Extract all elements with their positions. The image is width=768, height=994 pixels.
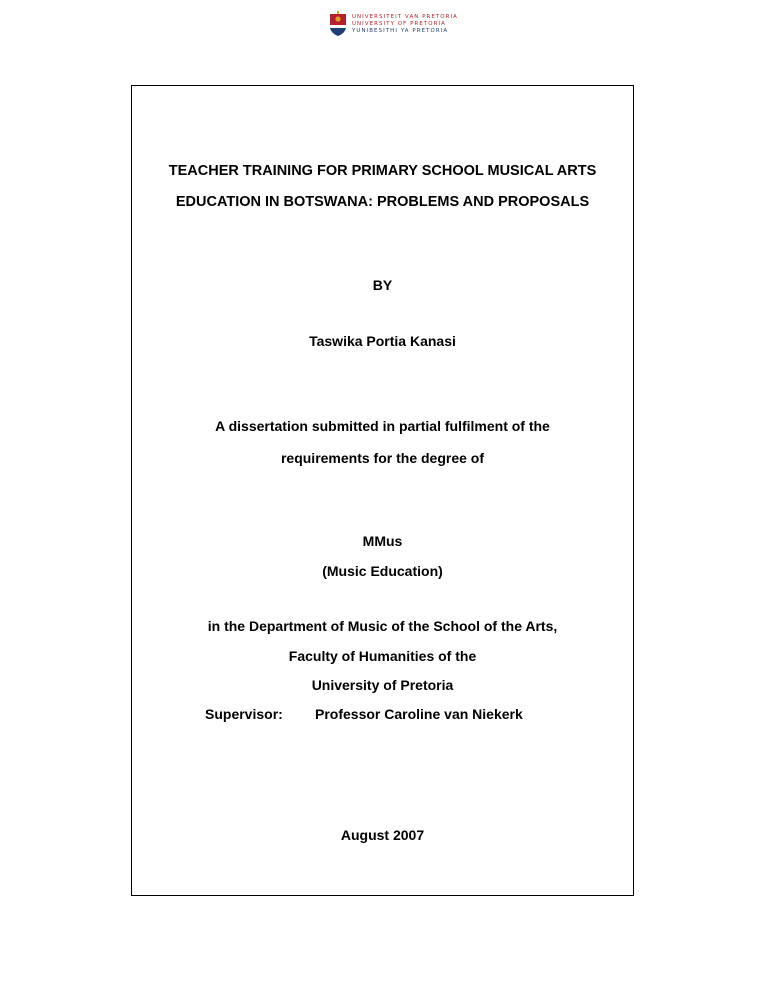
logo-line-english: UNIVERSITY OF PRETORIA (352, 20, 446, 27)
supervisor-name: Professor Caroline van Niekerk (315, 706, 523, 722)
title-line-2: EDUCATION IN BOTSWANA: PROBLEMS AND PROPOSALS (175, 194, 590, 210)
degree-field: (Music Education) (322, 563, 443, 579)
author-name: Taswika Portia Kanasi (309, 333, 456, 349)
logo-line-afrikaans: UNIVERSITEIT VAN PRETORIA (352, 13, 458, 20)
degree-name: MMus (362, 533, 403, 549)
submission-line-2: requirements for the degree of (280, 450, 485, 466)
title-frame (131, 85, 634, 896)
submission-date: August 2007 (340, 827, 425, 843)
department-line-1: in the Department of Music of the School of the Arts, (207, 618, 558, 634)
university-logo (328, 10, 458, 38)
supervisor-label: Supervisor: (205, 706, 283, 722)
submission-line-1: A dissertation submitted in partial fulfilment of the (215, 418, 550, 434)
university-crest-icon (328, 11, 348, 37)
logo-line-sepedi: YUNIBESITHI YA PRETORIA (352, 27, 449, 34)
department-line-3: University of Pretoria (311, 677, 454, 693)
department-line-2: Faculty of Humanities of the (288, 648, 477, 664)
by-label: BY (372, 277, 393, 293)
university-name-lines (352, 14, 458, 35)
title-line-1: TEACHER TRAINING FOR PRIMARY SCHOOL MUSICAL ARTS (168, 163, 597, 179)
